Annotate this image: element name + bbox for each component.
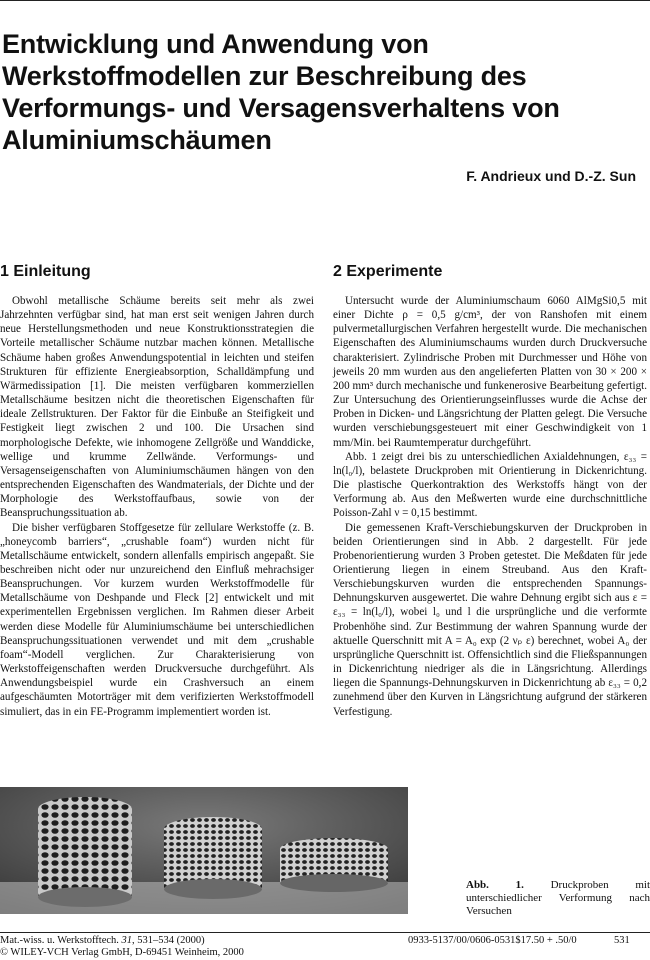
footer-issn: 0933-5137/00/0606-0531$17.50 + .50/0 [408, 935, 577, 946]
volume: 31 [121, 935, 133, 946]
figure-label: Abb. 1. [466, 879, 524, 891]
title-line: Aluminiumschäumen [2, 125, 272, 155]
authors: F. Andrieux und D.-Z. Sun [466, 168, 636, 184]
page-number: 531 [614, 935, 630, 946]
paragraph: Die bisher verfügbaren Stoffgesetze für zellulare Werkstoffe (z. B. „honeycomb barriers“, „crushable foam“) wurden nicht für Metallschäume entwickelt, sondern allenfalls empirisch angepaßt. Sie beschreiben nicht oder nur unzureichend den Einfluß mehrachsiger Beanspruchungen. Vor kurzem wurden Werkstoffmodelle für Metallschäume von Deshpande und Fleck [2] entwickelt und mit experimentellen Ergebnissen verglichen. Im Rahmen dieser Arbeit werden diese Modelle für Aluminiumschäume bei unterschiedlichen Beanspruchungssituationen verwendet und mit dem „crushable foam“-Modell verglichen. Zur Charakterisierung von Werkstoffeigenschaften werden Druckversuche durchgeführt. Als Anwendungsbeispiel wurde ein Crashversuch an einem aufgeschäumten Motorträger mit dem verifizierten Werkstoffmodell simuliert, das in ein FE-Programm implementiert worden ist. [0, 521, 314, 718]
section-heading-experimente: 2 Experimente [333, 263, 443, 280]
figure-caption [466, 879, 650, 918]
footer-rule [0, 932, 650, 933]
paragraph: Die gemessenen Kraft-Verschiebungskurven der Druckproben in beiden Orientierungen sind in Abb. 2 dargestellt. Für jede Probenorientierung wurden 3 Proben getestet. Die Meßdaten für jede Orientierung liegen in einem Streuband. Aus den Kraft-Verschiebungskurven wurden die entsprechenden Spannungs-Dehnungskurven ausgewertet. Die wahre Dehnung ergibt sich aus ε = ε₃₃ = ln(l₀/l), wobei l₀ und l die ursprüngliche und die verformte Probenhöhe sind. Zur Bestimmung der wahren Spannung wurde der aktuelle Querschnitt mit A = A₀ exp (2 νₚ ε) berechnet, wobei A₀ der ursprüngliche Querschnitt ist. Offensichtlich sind die Fließspannungen in Dickenrichtung niedriger als die in Längsrichtung. Allerdings liegen die Spannungs-Dehnungskurven in Dickenrichtung ab ε₃₃ = 0,2 zunehmend über den Kurven in Längsrichtung aufgrund der stärkeren Verfestigung. [333, 521, 647, 718]
journal-name: Mat.-wiss. u. Werkstofftech. [0, 935, 119, 946]
title-line: Entwicklung und Anwendung von [2, 29, 429, 59]
title-line: Verformungs- und Versagensverhaltens von [2, 93, 560, 123]
section-heading-einleitung: 1 Einleitung [0, 263, 91, 280]
article-title [2, 28, 642, 156]
paragraph: Untersucht wurde der Aluminiumschaum 6060 AlMgSi0,5 mit einer Dichte ρ = 0,5 g/cm³, der von Ranshofen mit einem pulvermetallurgischen Verfahren hergestellt wurde. Die mechanischen Eigenschaften des Aluminiumschaums wurden durch Druckversuche charakterisiert. Zylindrische Proben mit Durchmesser und Höhe von jeweils 20 mm wurden aus den angelieferten Platten von 30 × 200 × 200 mm³ durch mechanische und funkenerosive Bearbeitung gefertigt. Zur Untersuchung des Orientierungseinflusses wurde die Achse der Proben in Dicken- und Längsrichtung der Platten gelegt. Die Versuche wurden verschiebungsgesteuert mit einer Geschwindigkeit von 1 mm/Min. bei Raumtemperatur durchgeführt. [333, 295, 647, 449]
figure-photo [0, 787, 408, 914]
foam-sample-3 [280, 838, 388, 892]
footer-publisher: © WILEY-VCH Verlag GmbH, D-69451 Weinheim, 2000 [0, 947, 244, 958]
foam-sample-2 [164, 817, 262, 899]
footer-citation [0, 935, 205, 947]
paragraph: Abb. 1 zeigt drei bis zu unterschiedlichen Axialdehnungen, ε₃₃ = ln(l₀/l), belastete Druckproben mit Orientierung in Dickenrichtung. Die plastische Querkontraktion des Werkstoffs hängt von der Verformung ab. Aus den Meßwerten wurde eine durchschnittliche Poisson-Zahl ν = 0,15 bestimmt. [333, 450, 647, 520]
paragraph: Obwohl metallische Schäume bereits seit mehr als zwei Jahrzehnten verfügbar sind, hat man erst seit wenigen Jahren durch neue Herstellungsmethoden und neue Konstruktionsstrategien die Vorteile metallischer Schäume nutzbar machen können. Metallische Schäume haben großes Anwendungspotential in leichten und steifen Strukturen für effiziente Energieabsorption, Schalldämpfung und Wärmedissipation [1]. Die meisten verfügbaren kommerziellen Metallschäume besitzen nicht die theoretischen Eigenschaften für ideale Zellstrukturen. Der Faktor für die Einbuße an Steifigkeit und Festigkeit liegt zwischen 2 und 100. Die Ursachen sind morphologische Defekte, wie inhomogene Zellgröße und Wanddicke, wellige und krumme Zellwände. Verformungs- und Versagenseigenschaften von Aluminiumschäumen hängen von den entsprechenden Eigenschaften des Wandmaterials, der Dichte und der Morphologie des Werkstoffaufbaus, sowie von der Beanspruchungssituation ab. [0, 295, 314, 520]
foam-sample-1 [38, 797, 132, 907]
column-left [0, 262, 314, 719]
pages: , 531–534 (2000) [132, 935, 205, 946]
column-right [333, 262, 647, 719]
top-rule [0, 0, 650, 1]
title-line: Werkstoffmodellen zur Beschreibung des [2, 61, 527, 91]
figure-caption-text: Druckproben mit unterschiedlicher Verformung nach Versuchen [466, 879, 650, 917]
foam-samples-image [0, 787, 408, 914]
